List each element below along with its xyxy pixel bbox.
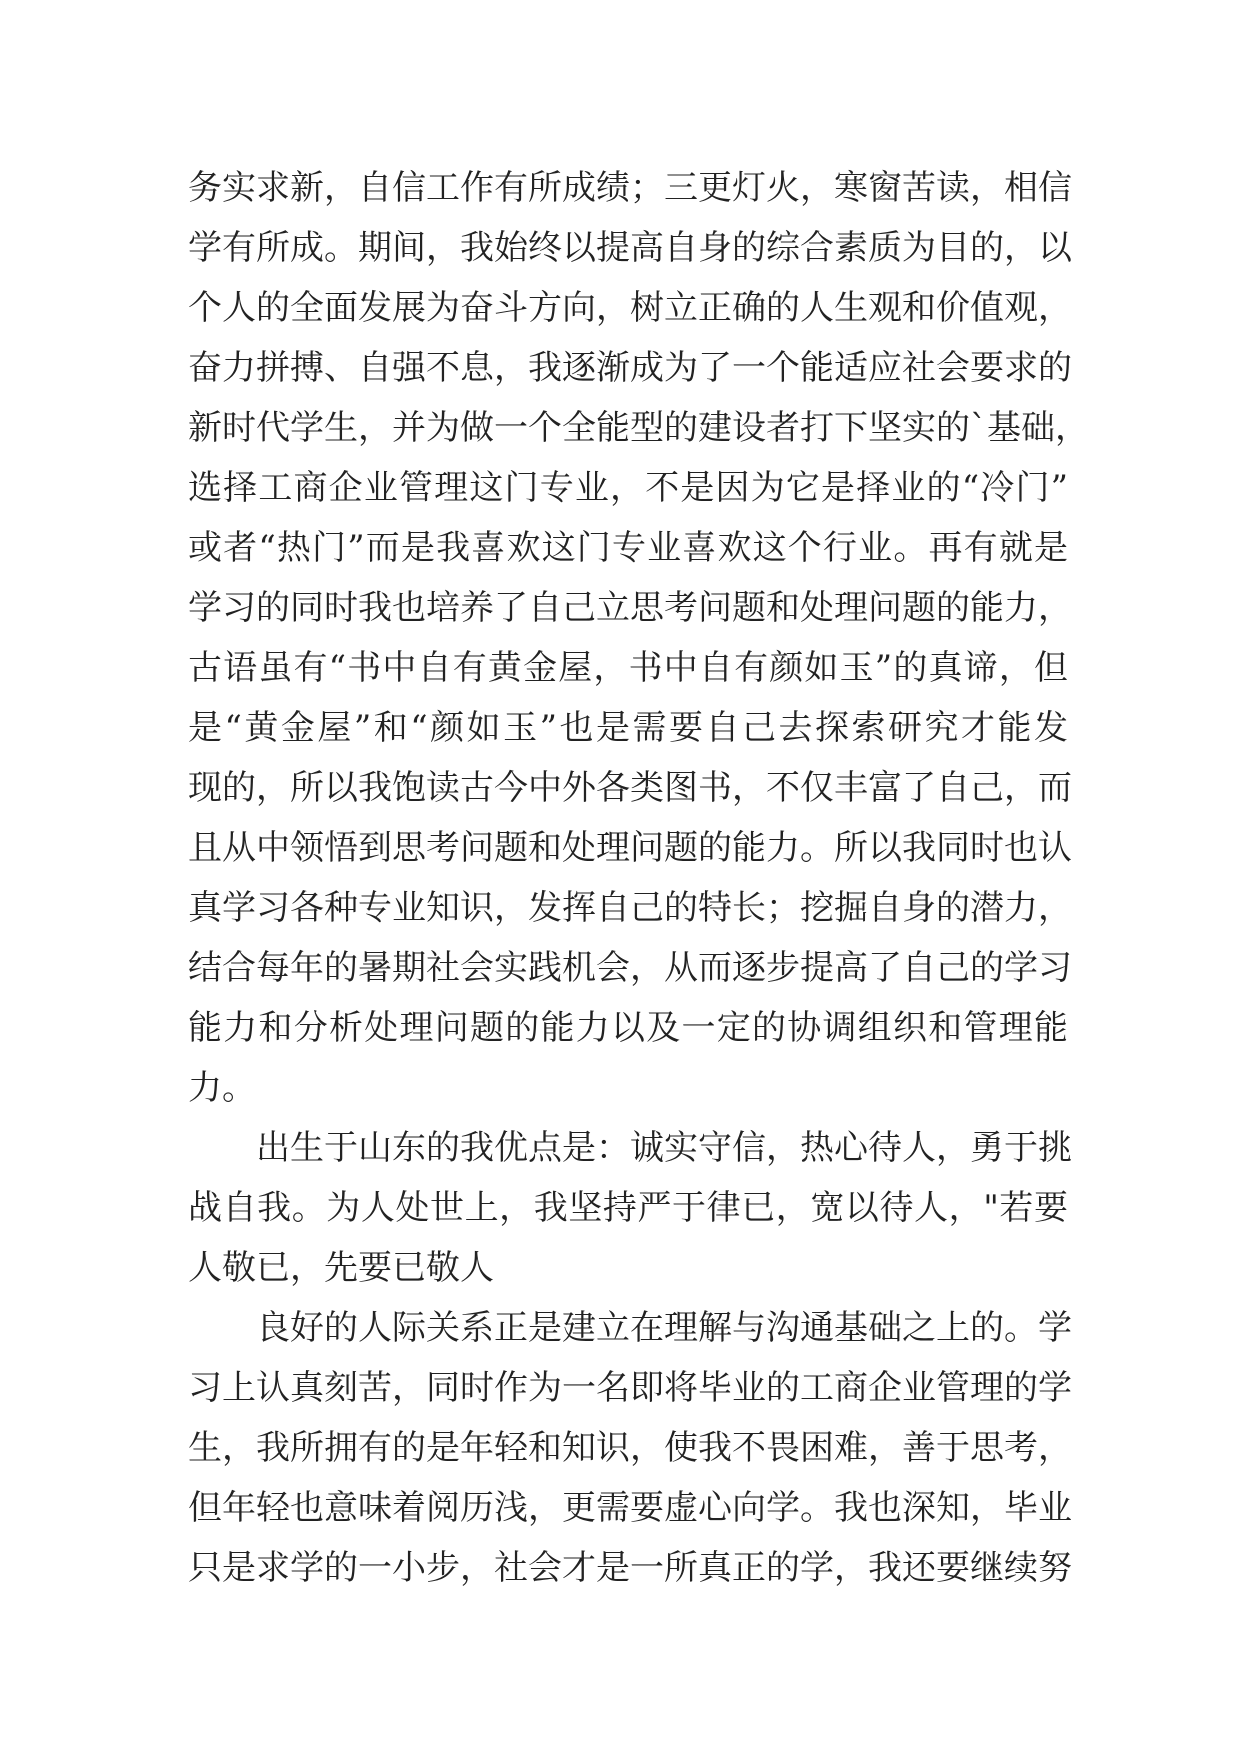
text-line: 力。: [188, 1068, 256, 1108]
text-line: 能力和分析处理问题的能力以及一定的协调组织和管理能: [188, 1008, 1068, 1048]
text-line: 结合每年的暑期社会实践机会，从而逐步提高了自己的学习: [188, 948, 1072, 988]
text-line: 务实求新，自信工作有所成绩；三更灯火，寒窗苦读，相信: [188, 168, 1072, 208]
text-line: 只是求学的一小步，社会才是一所真正的学，我还要继续努: [188, 1548, 1072, 1588]
text-line: 但年轻也意味着阅历浅，更需要虚心向学。我也深知，毕业: [188, 1488, 1072, 1528]
text-line: 现的，所以我饱读古今中外各类图书，不仅丰富了自己，而: [188, 768, 1072, 808]
text-line: 奋力拼搏、自强不息，我逐渐成为了一个能适应社会要求的: [188, 348, 1072, 388]
text-line: 学有所成。期间，我始终以提高自身的综合素质为目的，以: [188, 228, 1072, 268]
document-body: [188, 158, 1089, 1598]
text-line: 学习的同时我也培养了自己立思考问题和处理问题的能力，: [188, 588, 1072, 628]
text-line: 选择工商企业管理这门专业，不是因为它是择业的“冷门”: [188, 468, 1068, 508]
text-line: 古语虽有“书中自有黄金屋，书中自有颜如玉”的真谛，但: [188, 648, 1068, 688]
text-line: 个人的全面发展为奋斗方向，树立正确的人生观和价值观，: [188, 288, 1072, 328]
text-line: 人敬已，先要已敬人: [188, 1248, 494, 1288]
text-line: 生，我所拥有的是年轻和知识，使我不畏困难，善于思考，: [188, 1428, 1072, 1468]
text-line: 是“黄金屋”和“颜如玉”也是需要自己去探索研究才能发: [188, 708, 1068, 748]
text-line: 真学习各种专业知识，发挥自己的特长；挖掘自身的潜力，: [188, 888, 1072, 928]
text-line: 良好的人际关系正是建立在理解与沟通基础之上的。学: [256, 1308, 1072, 1348]
text-line: 出生于山东的我优点是：诚实守信，热心待人，勇于挑: [256, 1128, 1072, 1168]
text-line: 战自我。为人处世上，我坚持严于律已，宽以待人，"若要: [188, 1188, 1068, 1228]
text-line: 且从中领悟到思考问题和处理问题的能力。所以我同时也认: [188, 828, 1072, 868]
text-line: 或者“热门”而是我喜欢这门专业喜欢这个行业。再有就是: [188, 528, 1068, 568]
text-line: 习上认真刻苦，同时作为一名即将毕业的工商企业管理的学: [188, 1368, 1072, 1408]
text-line: 新时代学生，并为做一个全能型的建设者打下坚实的`基础，: [188, 408, 1089, 448]
